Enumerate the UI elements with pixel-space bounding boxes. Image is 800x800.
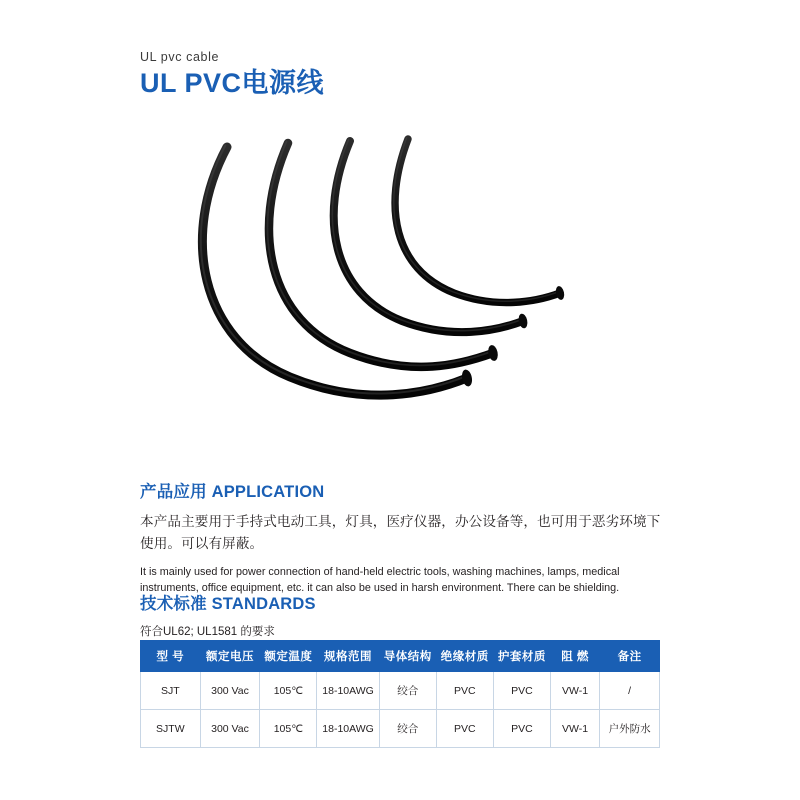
col-header-insulation: 绝缘材质 [436,641,493,672]
table-row [141,672,660,710]
spec-table [140,640,660,748]
table-header-row [141,641,660,672]
standards-title: 技术标准 STANDARDS [140,595,316,613]
col-header-voltage: 额定电压 [200,641,260,672]
page-eyebrow: UL pvc cable [140,50,219,64]
cell-jacket: PVC [493,710,550,748]
cell-flame-retardant: VW-1 [550,672,599,710]
cell-flame-retardant: VW-1 [550,710,599,748]
cell-voltage: 300 Vac [200,672,260,710]
page-title: UL PVC电源线 [140,68,325,98]
cell-temperature: 105℃ [260,672,317,710]
application-section [140,478,665,596]
cell-conductor: 绞合 [379,672,436,710]
col-header-remark: 备注 [600,641,660,672]
col-header-conductor: 导体结构 [379,641,436,672]
cell-model: SJT [141,672,201,710]
application-title: 产品应用 APPLICATION [140,483,325,501]
page-header [140,50,740,99]
application-text-en: It is mainly used for power connection of hand-held electric tools, washing machines, lamps, medical instruments, office equipment, etc. it can also be used in harsh environment. There can be shielding. [140,566,620,595]
product-hero-image [140,125,660,445]
col-header-model: 型 号 [141,641,201,672]
col-header-size-range: 规格范围 [317,641,379,672]
cell-insulation: PVC [436,672,493,710]
cell-size-range: 18-10AWG [317,710,379,748]
cell-remark: / [600,672,660,710]
cell-insulation: PVC [436,710,493,748]
cell-voltage: 300 Vac [200,710,260,748]
cell-size-range: 18-10AWG [317,672,379,710]
col-header-temperature: 额定温度 [260,641,317,672]
standards-note: 符合UL62; UL1581 的要求 [140,626,275,638]
application-text-cn: 本产品主要用于手持式电动工具，灯具，医疗仪器，办公设备等，也可用于恶劣环境下使用。可以有屏蔽。 [140,514,661,552]
cell-remark: 户外防水 [600,710,660,748]
cell-jacket: PVC [493,672,550,710]
table-row [141,710,660,748]
col-header-jacket: 护套材质 [493,641,550,672]
cell-temperature: 105℃ [260,710,317,748]
col-header-flame-retardant: 阻 燃 [550,641,599,672]
cell-conductor: 绞合 [379,710,436,748]
cell-model: SJTW [141,710,201,748]
